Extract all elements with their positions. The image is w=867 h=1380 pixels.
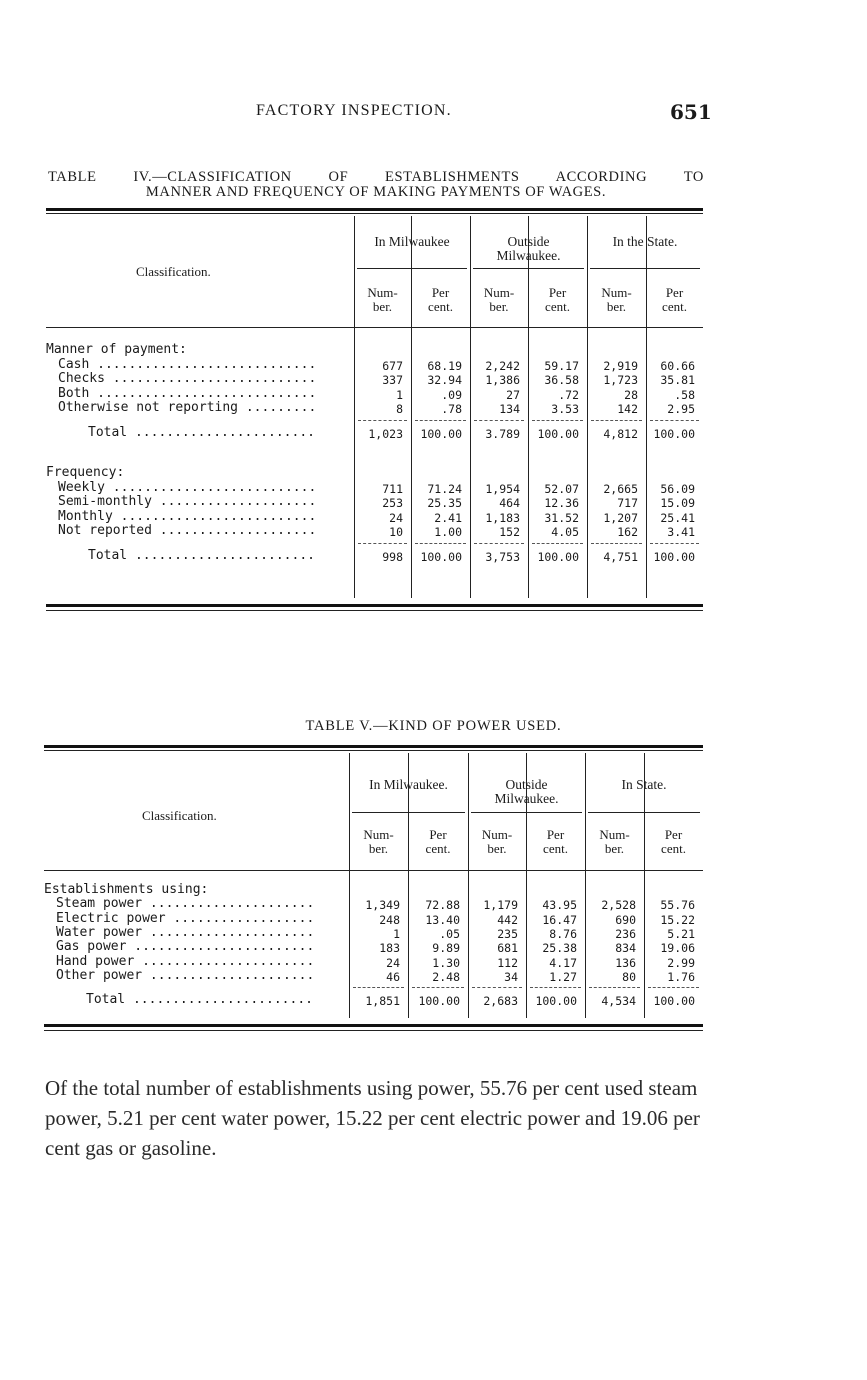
column-group-header: In State. xyxy=(621,777,667,792)
total-value: 100.00 xyxy=(420,427,462,441)
cell-value: 13.40 xyxy=(425,912,460,927)
total-value: 3.789 xyxy=(485,427,520,441)
row-label: Otherwise not reporting ......... xyxy=(58,400,317,416)
column-subheader: Num- ber. xyxy=(599,827,630,856)
cell-value: 134 xyxy=(499,402,520,417)
table4-title xyxy=(48,170,704,200)
cell-value: 2,242 xyxy=(485,358,520,373)
row-label: Hand power ...................... xyxy=(56,953,315,969)
cell-value: 15.09 xyxy=(660,496,695,511)
cell-value: 442 xyxy=(497,912,518,927)
table4-title-line2: MANNER AND FREQUENCY OF MAKING PAYMENTS OF WAGES. xyxy=(145,184,607,200)
row-label: Other power ..................... xyxy=(56,967,315,983)
column-subheader: Per cent. xyxy=(428,285,453,314)
rule xyxy=(412,987,464,988)
cell-value: 12.36 xyxy=(544,496,579,511)
total-value: 998 xyxy=(382,550,403,564)
rule xyxy=(591,543,642,544)
cell-value: 15.22 xyxy=(660,912,695,927)
cell-value: 717 xyxy=(617,496,638,511)
cell-value: 337 xyxy=(382,373,403,388)
row-label: Semi-monthly .................... xyxy=(58,494,317,510)
total-value: 100.00 xyxy=(420,550,462,564)
cell-value: 136 xyxy=(615,955,636,970)
cell-value: 152 xyxy=(499,525,520,540)
cell-value: 1,386 xyxy=(485,373,520,388)
cell-value: 60.66 xyxy=(660,358,695,373)
cell-value: 59.17 xyxy=(544,358,579,373)
cell-value: 8 xyxy=(396,402,403,417)
column-subheader: Per cent. xyxy=(543,827,568,856)
rule xyxy=(532,420,583,421)
cell-value: 142 xyxy=(617,402,638,417)
total-value: 1,851 xyxy=(365,994,400,1009)
cell-value: 3.41 xyxy=(667,525,695,540)
cell-value: 1.00 xyxy=(434,525,462,540)
cell-value: 1 xyxy=(393,926,400,941)
classification-header: Classification. xyxy=(142,808,217,823)
rule xyxy=(44,745,703,748)
row-label: Not reported .................... xyxy=(58,523,317,539)
total-value: 100.00 xyxy=(653,550,695,564)
running-title: FACTORY INSPECTION. xyxy=(256,102,452,119)
cell-value: 35.81 xyxy=(660,373,695,388)
cell-value: 24 xyxy=(386,955,400,970)
cell-value: 1,349 xyxy=(365,898,400,913)
cell-value: 25.38 xyxy=(542,941,577,956)
row-label: Steam power ..................... xyxy=(56,896,315,912)
cell-value: 28 xyxy=(624,387,638,402)
column-subheader: Num- ber. xyxy=(481,827,513,856)
rule xyxy=(46,213,703,214)
cell-value: 236 xyxy=(615,926,636,941)
row-label: Both ............................ xyxy=(58,385,317,401)
rule xyxy=(474,420,524,421)
cell-value: .09 xyxy=(441,387,462,402)
column-group-header: In Milwaukee. xyxy=(369,777,448,792)
cell-value: .72 xyxy=(558,387,579,402)
rule xyxy=(357,268,467,269)
rule xyxy=(650,543,699,544)
cell-value: 248 xyxy=(379,912,400,927)
section-heading: Manner of payment: xyxy=(46,342,187,357)
total-value: 3,753 xyxy=(485,550,520,564)
cell-value: 183 xyxy=(379,941,400,956)
cell-value: 80 xyxy=(622,969,636,984)
cell-value: 55.76 xyxy=(660,898,695,913)
cell-value: 253 xyxy=(382,496,403,511)
cell-value: 2,919 xyxy=(603,358,638,373)
total-value: 100.00 xyxy=(535,994,577,1009)
cell-value: 34 xyxy=(504,969,518,984)
cell-value: 1.30 xyxy=(432,955,460,970)
rule xyxy=(472,987,522,988)
cell-value: 112 xyxy=(497,955,518,970)
cell-value: 10 xyxy=(389,525,403,540)
cell-value: 71.24 xyxy=(427,481,462,496)
rule xyxy=(353,987,404,988)
cell-value: 1,723 xyxy=(603,373,638,388)
cell-value: .05 xyxy=(439,926,460,941)
rule xyxy=(358,543,407,544)
cell-value: 9.89 xyxy=(432,941,460,956)
row-label: Water power ..................... xyxy=(56,924,315,940)
cell-value: 2,528 xyxy=(601,898,636,913)
cell-value: .78 xyxy=(441,402,462,417)
cell-value: 25.35 xyxy=(427,496,462,511)
cell-value: 1.27 xyxy=(549,969,577,984)
column-subheader: Per cent. xyxy=(545,285,570,314)
cell-value: 677 xyxy=(382,358,403,373)
total-label: Total ....................... xyxy=(88,548,315,563)
rule xyxy=(650,420,699,421)
cell-value: 43.95 xyxy=(542,898,577,913)
rule xyxy=(44,870,703,871)
column-subheader: Num- ber. xyxy=(363,827,394,856)
cell-value: 235 xyxy=(497,926,518,941)
column-subheader: Num- ber. xyxy=(367,285,398,314)
rule xyxy=(415,543,466,544)
cell-value: 2.99 xyxy=(667,955,695,970)
cell-value: 162 xyxy=(617,525,638,540)
column-subheader: Per cent. xyxy=(661,827,686,856)
cell-value: 1,207 xyxy=(603,510,638,525)
column-subheader: Per cent. xyxy=(662,285,687,314)
rule xyxy=(46,610,703,611)
total-value: 1,023 xyxy=(368,427,403,441)
total-value: 100.00 xyxy=(418,994,460,1009)
cell-value: 52.07 xyxy=(544,481,579,496)
cell-value: 36.58 xyxy=(544,373,579,388)
cell-value: 32.94 xyxy=(427,373,462,388)
cell-value: 68.19 xyxy=(427,358,462,373)
rule xyxy=(532,543,583,544)
cell-value: 8.76 xyxy=(549,926,577,941)
cell-value: .58 xyxy=(674,387,695,402)
rule xyxy=(44,1030,703,1031)
row-label: Monthly ......................... xyxy=(58,508,317,524)
cell-value: 27 xyxy=(506,387,520,402)
column-group-header: Outside Milwaukee. xyxy=(494,777,559,806)
rule xyxy=(588,812,700,813)
cell-value: 56.09 xyxy=(660,481,695,496)
row-label: Cash ............................ xyxy=(58,356,317,372)
cell-value: 5.21 xyxy=(667,926,695,941)
cell-value: 19.06 xyxy=(660,941,695,956)
rule xyxy=(44,750,703,751)
rule xyxy=(530,987,581,988)
cell-value: 1,183 xyxy=(485,510,520,525)
rule xyxy=(358,420,407,421)
rule xyxy=(473,268,584,269)
cell-value: 46 xyxy=(386,969,400,984)
row-label: Checks .......................... xyxy=(58,371,317,387)
cell-value: 681 xyxy=(497,941,518,956)
cell-value: 1,954 xyxy=(485,481,520,496)
section-heading: Establishments using: xyxy=(44,882,209,897)
rule xyxy=(46,208,703,211)
rule xyxy=(46,604,703,607)
column-subheader: Num- ber. xyxy=(483,285,515,314)
body-paragraph: Of the total number of establishments using power, 55.76 per cent used steam power, 5.21 per cent water power, 15.22 per cent electric power and 19.06 per cent gas or gasoline. xyxy=(45,1076,700,1160)
total-label: Total ....................... xyxy=(86,992,313,1008)
cell-value: 1,179 xyxy=(483,898,518,913)
page-number: 651 xyxy=(670,100,712,124)
cell-value: 3.53 xyxy=(551,402,579,417)
rule xyxy=(471,812,582,813)
column-subheader: Per cent. xyxy=(425,827,451,856)
column-group-header: In the State. xyxy=(612,234,678,249)
cell-value: 25.41 xyxy=(660,510,695,525)
total-value: 100.00 xyxy=(537,550,579,564)
rule xyxy=(352,812,465,813)
rule xyxy=(648,987,699,988)
rule xyxy=(44,1024,703,1027)
total-value: 100.00 xyxy=(537,427,579,441)
table4-title-line1: TABLE IV.—CLASSIFICATION OF ESTABLISHMENTS ACCORDING TO xyxy=(48,169,704,185)
cell-value: 4.05 xyxy=(551,525,579,540)
rule xyxy=(589,987,640,988)
rule xyxy=(474,543,524,544)
cell-value: 2.41 xyxy=(434,510,462,525)
total-value: 4,751 xyxy=(603,550,638,564)
row-label: Gas power ....................... xyxy=(56,939,315,955)
running-head xyxy=(0,102,867,126)
total-label: Total ....................... xyxy=(88,425,315,440)
section-heading: Frequency: xyxy=(46,465,125,480)
cell-value: 72.88 xyxy=(425,898,460,913)
cell-value: 1 xyxy=(396,387,403,402)
cell-value: 464 xyxy=(499,496,520,511)
column-group-header: In Milwaukee xyxy=(374,234,450,249)
cell-value: 834 xyxy=(615,941,636,956)
total-value: 4,812 xyxy=(603,427,638,441)
table5-title: TABLE V.—KIND OF POWER USED. xyxy=(305,718,562,734)
cell-value: 4.17 xyxy=(549,955,577,970)
cell-value: 31.52 xyxy=(544,510,579,525)
cell-value: 2,665 xyxy=(603,481,638,496)
row-label: Weekly .......................... xyxy=(58,479,317,495)
cell-value: 711 xyxy=(382,481,403,496)
cell-value: 2.48 xyxy=(432,969,460,984)
row-label: Electric power .................. xyxy=(56,910,315,926)
rule xyxy=(46,327,703,328)
rule xyxy=(590,268,700,269)
total-value: 100.00 xyxy=(653,427,695,441)
rule xyxy=(415,420,466,421)
column-group-header: Outside Milwaukee. xyxy=(496,234,561,263)
cell-value: 16.47 xyxy=(542,912,577,927)
cell-value: 2.95 xyxy=(667,402,695,417)
total-value: 100.00 xyxy=(653,994,695,1009)
classification-header: Classification. xyxy=(136,264,211,279)
cell-value: 690 xyxy=(615,912,636,927)
cell-value: 24 xyxy=(389,510,403,525)
cell-value: 1.76 xyxy=(667,969,695,984)
total-value: 4,534 xyxy=(601,994,636,1009)
rule xyxy=(591,420,642,421)
column-subheader: Num- ber. xyxy=(601,285,632,314)
total-value: 2,683 xyxy=(483,994,518,1009)
